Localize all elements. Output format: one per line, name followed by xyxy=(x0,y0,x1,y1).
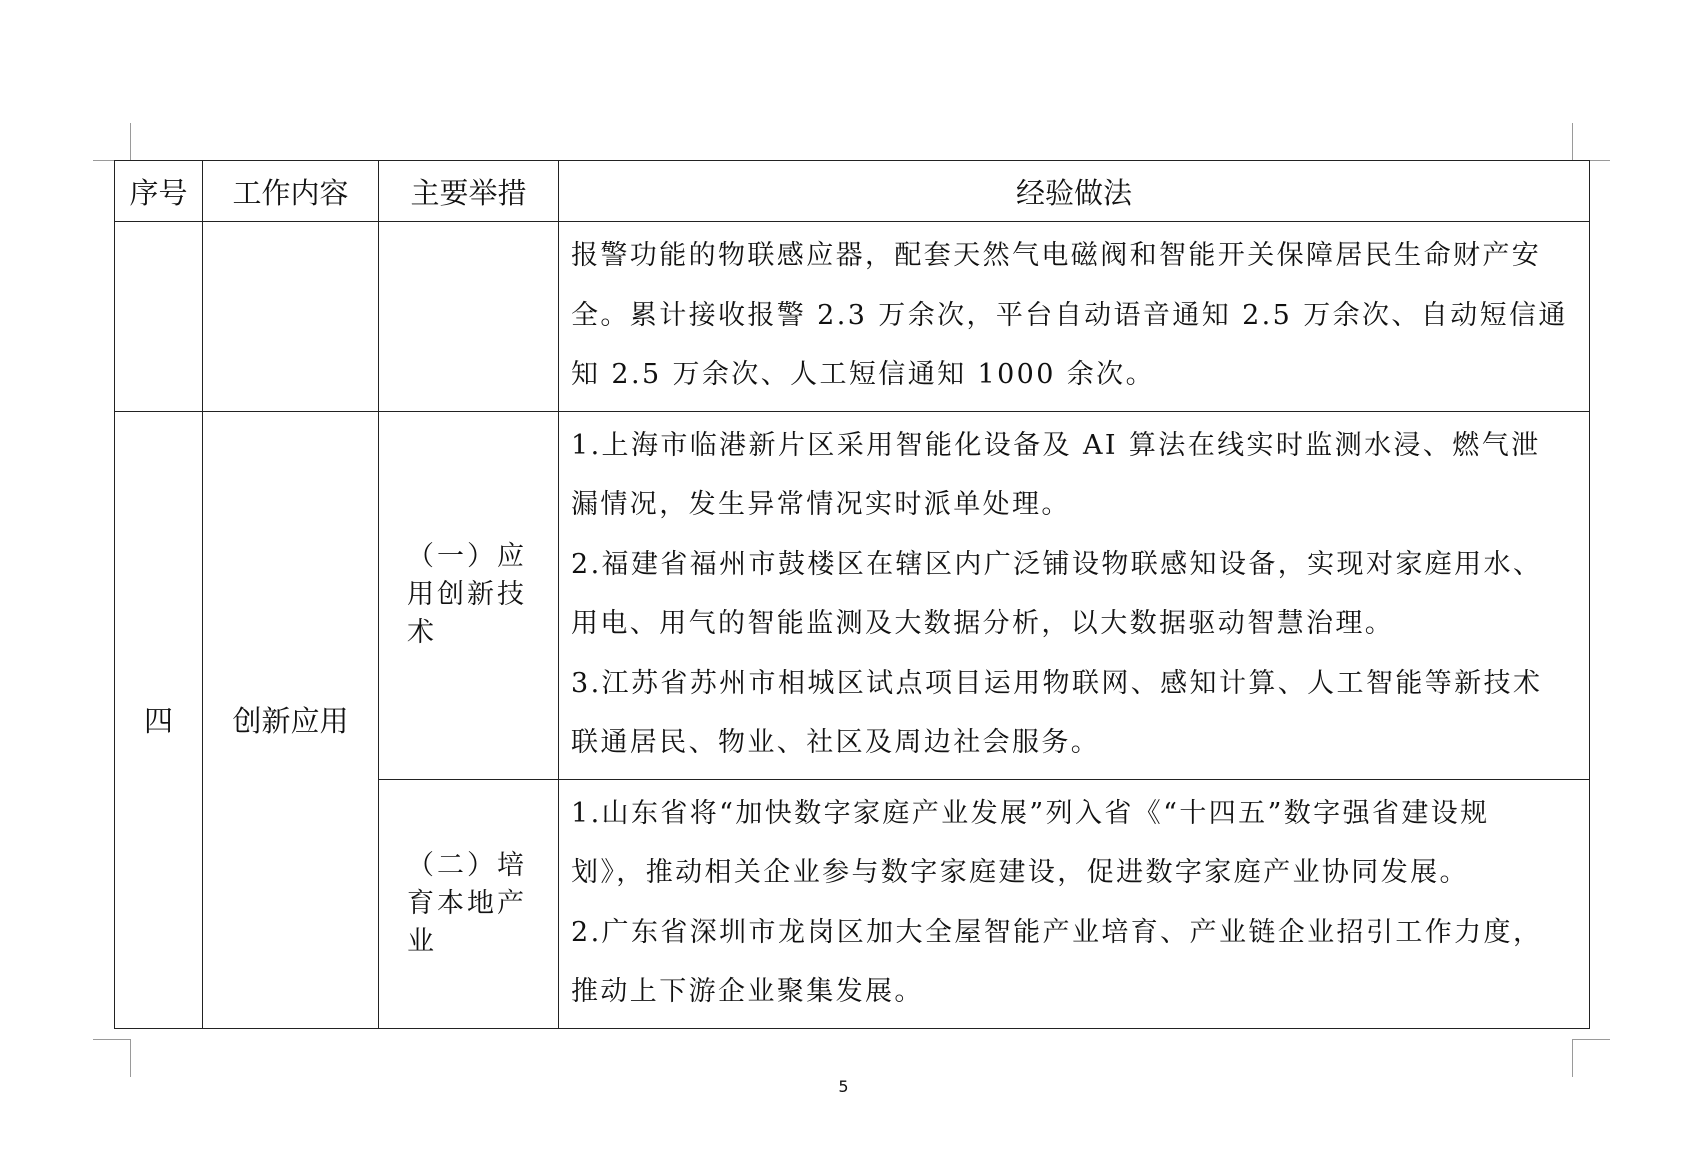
header-experience: 经验做法 xyxy=(559,161,1590,222)
crop-mark-bottom-left-h xyxy=(93,1039,131,1040)
header-work-content: 工作内容 xyxy=(203,161,379,222)
section-title: 创新应用 xyxy=(203,411,379,1028)
measure-label: （一）应用创新技术 xyxy=(407,541,527,648)
continuation-serial-cell xyxy=(115,222,203,412)
measures-table xyxy=(114,160,1590,1029)
crop-mark-bottom-left-v xyxy=(130,1039,131,1077)
practice-line: 推动上下游企业聚集发展。 xyxy=(571,976,924,1007)
crop-mark-bottom-right-v xyxy=(1572,1039,1573,1077)
page-number: 5 xyxy=(838,1077,849,1096)
practice-line: 1.山东省将“加快数字家庭产业发展”列入省《“十四五”数字强省建设规 xyxy=(571,797,1490,829)
practice-line: 用电、用气的智能监测及大数据分析，以大数据驱动智慧治理。 xyxy=(571,608,1395,639)
table-row-measure-1 xyxy=(115,411,1590,779)
practice-line: 漏情况，发生异常情况实时派单处理。 xyxy=(571,489,1071,520)
continuation-content-cell xyxy=(203,222,379,412)
crop-mark-bottom-right-h xyxy=(1572,1039,1610,1040)
table-row-continuation xyxy=(115,222,1590,412)
measure-practice-cell xyxy=(559,779,1590,1028)
header-main-measures: 主要举措 xyxy=(379,161,559,222)
crop-mark-top-right-v xyxy=(1572,123,1573,161)
continuation-measure-cell xyxy=(379,222,559,412)
measure-practice-cell xyxy=(559,411,1590,779)
practice-line: 3.江苏省苏州市相城区试点项目运用物联网、感知计算、人工智能等新技术 xyxy=(571,667,1543,699)
practice-line: 划》，推动相关企业参与数字家庭建设，促进数字家庭产业协同发展。 xyxy=(571,857,1469,888)
practice-line: 知 2.5 万余次、人工短信通知 1000 余次。 xyxy=(571,359,1155,390)
header-serial: 序号 xyxy=(115,161,203,222)
table-header-row xyxy=(115,161,1590,222)
continuation-practice-cell xyxy=(559,222,1590,412)
section-number: 四 xyxy=(115,411,203,1028)
measure-label: （二）培育本地产业 xyxy=(407,849,527,957)
practice-line: 1.上海市临港新片区采用智能化设备及 AI 算法在线实时监测水浸、燃气泄 xyxy=(571,429,1541,461)
practice-line: 2.福建省福州市鼓楼区在辖区内广泛铺设物联感知设备，实现对家庭用水、 xyxy=(571,548,1543,580)
practice-line: 联通居民、物业、社区及周边社会服务。 xyxy=(571,727,1101,758)
crop-mark-top-left-v xyxy=(130,123,131,161)
practice-line: 全。累计接收报警 2.3 万余次，平台自动语音通知 2.5 万余次、自动短信通 xyxy=(571,299,1568,331)
practice-line: 2.广东省深圳市龙岗区加大全屋智能产业培育、产业链企业招引工作力度， xyxy=(571,916,1543,948)
measure-label-cell xyxy=(379,411,559,779)
practice-line: 报警功能的物联感应器，配套天然气电磁阀和智能开关保障居民生命财产安 xyxy=(571,240,1542,271)
measure-label-cell xyxy=(379,779,559,1028)
